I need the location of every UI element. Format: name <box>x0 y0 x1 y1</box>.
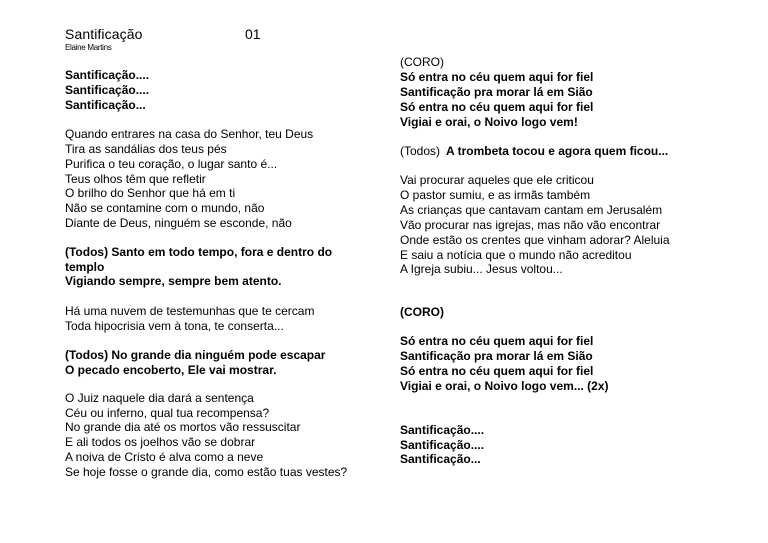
right-column-line <box>400 233 670 247</box>
line-text: Só entra no céu quem aqui for fiel <box>400 100 594 114</box>
right-column-line <box>400 452 481 466</box>
line-text: Se hoje fosse o grande dia, como estão tuas vestes? <box>65 465 348 479</box>
line-text: Céu ou inferno, qual tua recompensa? <box>65 406 270 420</box>
line-text: Santificação.... <box>65 68 150 82</box>
left-column-line <box>65 157 277 171</box>
line-text: E saiu a notícia que o mundo não acreditou <box>400 248 632 262</box>
line-text: Santificação pra morar lá em Sião <box>400 85 593 99</box>
left-column-line <box>65 216 292 230</box>
left-column-line <box>65 348 325 362</box>
line-text: O Juiz naquele dia dará a sentença <box>65 391 254 405</box>
right-column-line <box>400 203 662 217</box>
song-author: Elaine Martins <box>65 43 112 52</box>
line-text: Vigiando sempre, sempre bem atento. <box>65 274 282 288</box>
right-column-line <box>400 115 578 129</box>
right-column-line <box>400 305 444 319</box>
line-text: Santificação... <box>65 98 146 112</box>
left-column-line <box>65 420 300 434</box>
left-column-line <box>65 319 284 333</box>
left-column-line <box>65 83 149 97</box>
left-column-line <box>65 304 314 318</box>
left-column-line <box>65 245 332 259</box>
left-column-line <box>65 435 255 449</box>
line-text: Quando entrares na casa do Senhor, teu Deus <box>65 127 314 141</box>
left-column-line <box>65 465 347 479</box>
line-text: Tira as sandálias dos teus pés <box>65 142 227 156</box>
line-suffix: A trombeta tocou e agora quem ficou... <box>446 144 669 158</box>
left-column-line <box>65 142 227 156</box>
line-text: O brilho do Senhor que há em ti <box>65 186 236 200</box>
line-text: E ali todos os joelhos vão se dobrar <box>65 435 256 449</box>
line-text: Diante de Deus, ninguém se esconde, não <box>65 216 292 230</box>
left-column-line <box>65 406 269 420</box>
line-text: Santificação.... <box>65 83 150 97</box>
line-text: (Todos) Santo em todo tempo, fora e dentro do <box>65 245 333 259</box>
left-column-line <box>65 450 263 464</box>
left-column-line <box>65 127 313 141</box>
line-text: Santificação.... <box>400 423 485 437</box>
left-column-line <box>65 260 104 274</box>
song-number: 01 <box>245 26 261 42</box>
line-text: templo <box>65 260 105 274</box>
right-column-line <box>400 334 593 348</box>
line-text: No grande dia até os mortos vão ressuscitar <box>65 420 301 434</box>
line-text: Onde estão os crentes que vinham adorar? Aleluia <box>400 233 670 247</box>
right-column-line <box>400 364 593 378</box>
line-text: (Todos) <box>400 144 441 158</box>
right-column-line <box>400 349 593 363</box>
line-text: Teus olhos têm que refletir <box>65 172 206 186</box>
line-text: Toda hipocrisia vem à tona, te conserta... <box>65 319 284 333</box>
line-text: A Igreja subiu... Jesus voltou... <box>400 262 563 276</box>
right-column-line <box>400 100 593 114</box>
right-column-line <box>400 188 590 202</box>
line-text: Só entra no céu quem aqui for fiel <box>400 334 594 348</box>
right-column-line <box>400 438 484 452</box>
line-text: Só entra no céu quem aqui for fiel <box>400 70 594 84</box>
line-text: As crianças que cantavam cantam em Jerusalém <box>400 203 663 217</box>
line-text: Vai procurar aqueles que ele criticou <box>400 173 594 187</box>
right-column-line <box>400 379 609 393</box>
left-column-line <box>65 363 276 377</box>
right-column-line <box>400 218 660 232</box>
left-column-line <box>65 172 206 186</box>
line-text: Purifica o teu coração, o lugar santo é... <box>65 157 278 171</box>
right-column-line <box>400 144 668 158</box>
line-text: Santificação pra morar lá em Sião <box>400 349 593 363</box>
left-column-line <box>65 68 149 82</box>
line-text: Vão procurar nas igrejas, mas não vão encontrar <box>400 218 661 232</box>
line-text: Vigiai e orai, o Noivo logo vem! <box>400 115 578 129</box>
right-column-line <box>400 248 632 262</box>
line-text: A noiva de Cristo é alva como a neve <box>65 450 264 464</box>
line-text: (CORO) <box>400 55 444 69</box>
right-column-line <box>400 55 444 69</box>
line-text: Vigiai e orai, o Noivo logo vem... (2x) <box>400 379 609 393</box>
line-text: Há uma nuvem de testemunhas que te cercam <box>65 304 315 318</box>
line-text: O pecado encoberto, Ele vai mostrar. <box>65 363 277 377</box>
left-column-line <box>65 274 282 288</box>
line-text: Santificação.... <box>400 438 485 452</box>
left-column-line <box>65 186 235 200</box>
line-text: (CORO) <box>400 305 444 319</box>
song-title: Santificação <box>65 26 143 42</box>
line-text: (Todos) No grande dia ninguém pode escapar <box>65 348 326 362</box>
right-column-line <box>400 173 594 187</box>
line-text: Não se contamine com o mundo, não <box>65 201 265 215</box>
line-text: Santificação... <box>400 452 481 466</box>
line-text: O pastor sumiu, e as irmãs também <box>400 188 591 202</box>
right-column-line <box>400 85 593 99</box>
right-column-line <box>400 262 563 276</box>
right-column-line <box>400 70 593 84</box>
left-column-line <box>65 391 254 405</box>
right-column-line <box>400 423 484 437</box>
left-column-line <box>65 201 264 215</box>
left-column-line <box>65 98 146 112</box>
line-text: Só entra no céu quem aqui for fiel <box>400 364 594 378</box>
